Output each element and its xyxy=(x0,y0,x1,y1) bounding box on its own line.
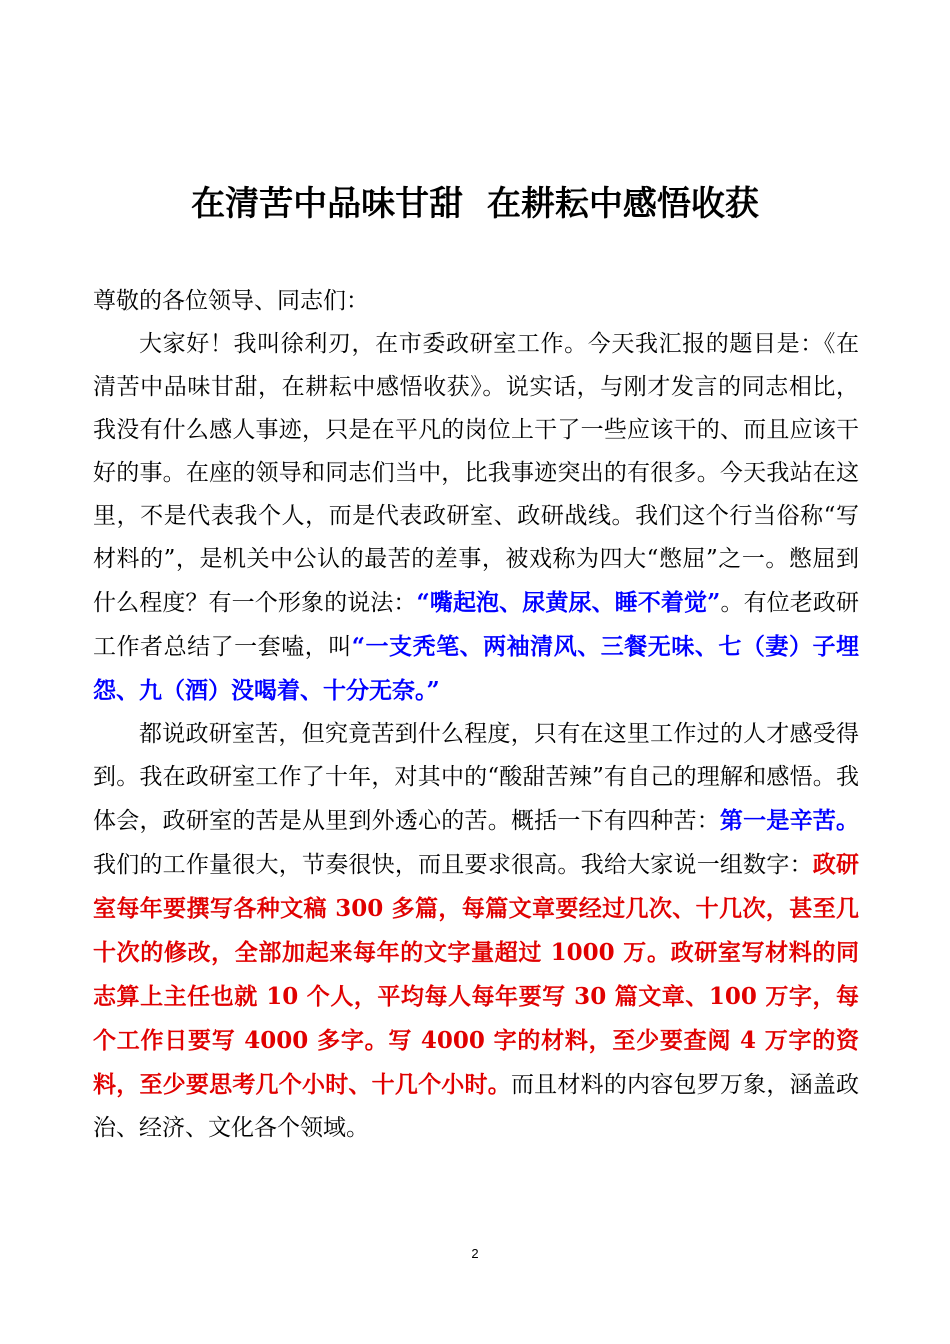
quote-highlight: “一支秃笔、两袖清风、三餐无味、七（妻）子埋怨、九（酒）没喝着、十分无奈。” xyxy=(93,633,859,704)
section-heading-highlight: 第一是辛苦。 xyxy=(719,807,859,834)
statistics-highlight: 政研室每年要撰写各种文稿 300 多篇，每篇文章要经过几次、十几次，甚至几十次的修改，全部加起来每年的文字量超过 1000 万。政研室写材料的同志算上主任也就 10 个人，平均每人每年要写 30 篇文章、100 万字，每个工作日要写 4000 多字。写 4000 字的材料，至少要查阅 4 万字的资料，至少要思考几个小时、十几个小时。 xyxy=(93,851,859,1098)
paragraph-text: 而且材料的内容包罗万象，涵盖政治、经济、文化各个领域。 xyxy=(93,1072,859,1141)
paragraph-text: 我们的工作量很大，节奏很快，而且要求很高。我给大家说一组数字： xyxy=(93,852,813,878)
page-title: 在清苦中品味甘甜 在耕耘中感悟收获 xyxy=(191,184,759,224)
paragraph-introduction xyxy=(93,323,859,713)
paragraph-hardship xyxy=(93,713,859,1150)
page-number: 2 xyxy=(471,1246,479,1261)
document-body xyxy=(93,280,859,1150)
paragraph-text: 大家好！我叫徐利刃，在市委政研室工作。今天我汇报的题目是：《在清苦中品味甘甜，在耕耘中感悟收获》。说实话，与刚才发言的同志相比，我没有什么感人事迹，只是在平凡的岗位上干了一些应该干的、而且应该干好的事。在座的领导和同志们当中，比我事迹突出的有很多。今天我站在这里，不是代表我个人，而是代表政研室、政研战线。我们这个行当俗称“写材料的”，是机关中公认的最苦的差事，被戏称为四大“憋屈”之一。憋屈到什么程度？有一个形象的说法： xyxy=(93,331,859,616)
paragraph-text: 都说政研室苦，但究竟苦到什么程度，只有在这里工作过的人才感受得到。我在政研室工作了十年，对其中的“酸甜苦辣”有自己的理解和感悟。我体会，政研室的苦是从里到外透心的苦。概括一下有四种苦： xyxy=(93,721,859,834)
quote-highlight: “嘴起泡、尿黄尿、睡不着觉” xyxy=(416,589,721,616)
paragraph-text: 。有位老政研工作者总结了一套嗑，叫 xyxy=(93,590,860,660)
greeting: 尊敬的各位领导、同志们： xyxy=(93,288,369,314)
